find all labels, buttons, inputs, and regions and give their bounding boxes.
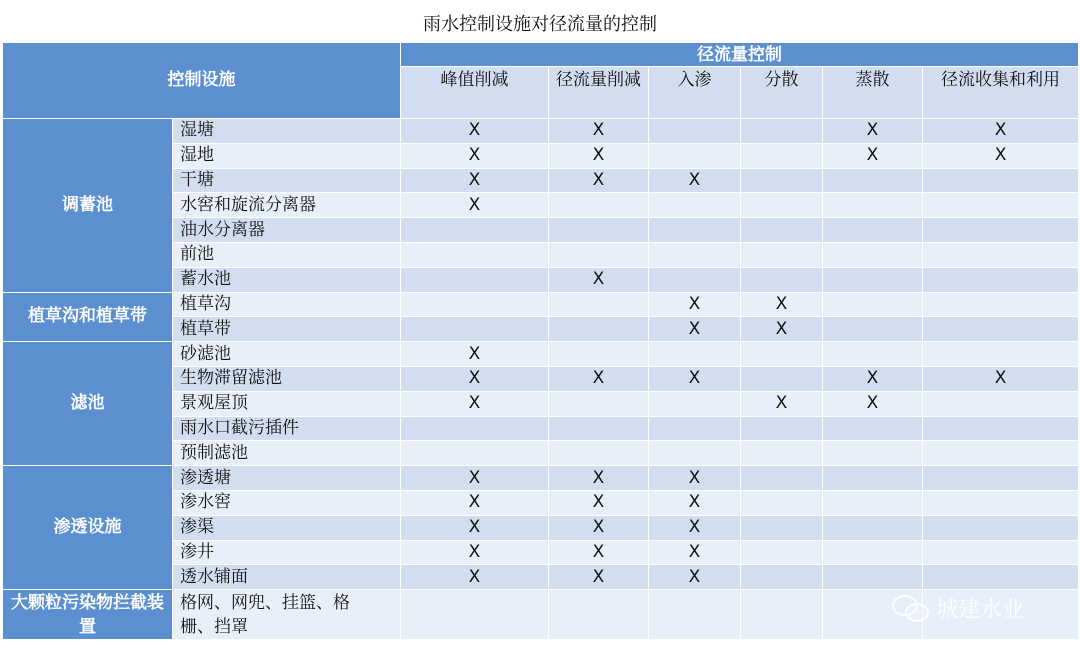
facility-name: 预制滤池 bbox=[173, 441, 401, 466]
mark-cell: X bbox=[549, 119, 649, 144]
mark-cell bbox=[741, 515, 823, 540]
column-header: 入渗 bbox=[649, 67, 741, 119]
facility-name: 水窖和旋流分离器 bbox=[173, 193, 401, 218]
mark-cell: X bbox=[649, 540, 741, 565]
mark-cell bbox=[923, 540, 1079, 565]
mark-cell bbox=[823, 218, 923, 243]
column-header: 径流量削减 bbox=[549, 67, 649, 119]
mark-cell bbox=[741, 490, 823, 515]
mark-cell bbox=[923, 342, 1079, 367]
mark-cell bbox=[649, 143, 741, 168]
column-header: 峰值削减 bbox=[401, 67, 549, 119]
page-title: 雨水控制设施对径流量的控制 bbox=[423, 14, 657, 35]
mark-cell: X bbox=[823, 143, 923, 168]
facility-name: 格网、网兜、挂篮、格栅、挡罩 bbox=[173, 590, 401, 640]
mark-cell bbox=[549, 292, 649, 317]
mark-cell bbox=[923, 242, 1079, 267]
table-row bbox=[3, 342, 1079, 367]
mark-cell bbox=[823, 565, 923, 590]
mark-cell bbox=[549, 193, 649, 218]
mark-cell bbox=[823, 490, 923, 515]
mark-cell bbox=[823, 168, 923, 193]
mark-cell bbox=[401, 416, 549, 441]
mark-cell: X bbox=[401, 342, 549, 367]
column-header: 分散 bbox=[741, 67, 823, 119]
table-row bbox=[3, 119, 1079, 144]
column-header: 蒸散 bbox=[823, 67, 923, 119]
mark-cell bbox=[549, 317, 649, 342]
mark-cell bbox=[741, 342, 823, 367]
facility-name: 渗渠 bbox=[173, 515, 401, 540]
mark-cell bbox=[823, 193, 923, 218]
mark-cell bbox=[649, 267, 741, 292]
mark-cell: X bbox=[401, 119, 549, 144]
mark-cell bbox=[923, 267, 1079, 292]
mark-cell bbox=[923, 218, 1079, 243]
mark-cell bbox=[649, 218, 741, 243]
mark-cell: X bbox=[549, 366, 649, 391]
runoff-control-table bbox=[2, 42, 1079, 640]
mark-cell bbox=[923, 490, 1079, 515]
mark-cell bbox=[741, 366, 823, 391]
mark-cell bbox=[823, 416, 923, 441]
mark-cell bbox=[741, 143, 823, 168]
mark-cell bbox=[923, 391, 1079, 416]
mark-cell: X bbox=[923, 119, 1079, 144]
mark-cell bbox=[741, 466, 823, 491]
facility-header: 控制设施 bbox=[3, 43, 401, 119]
mark-cell: X bbox=[549, 490, 649, 515]
mark-cell bbox=[549, 242, 649, 267]
mark-cell: X bbox=[401, 168, 549, 193]
mark-cell: X bbox=[401, 515, 549, 540]
group-label: 渗透设施 bbox=[3, 466, 173, 590]
facility-name: 渗井 bbox=[173, 540, 401, 565]
mark-cell bbox=[823, 292, 923, 317]
mark-cell bbox=[549, 416, 649, 441]
mark-cell: X bbox=[401, 466, 549, 491]
mark-cell bbox=[823, 317, 923, 342]
mark-cell bbox=[923, 565, 1079, 590]
mark-cell bbox=[923, 441, 1079, 466]
mark-cell bbox=[741, 218, 823, 243]
mark-cell bbox=[823, 540, 923, 565]
mark-cell bbox=[923, 515, 1079, 540]
table-body bbox=[3, 119, 1079, 640]
mark-cell bbox=[741, 540, 823, 565]
mark-cell bbox=[741, 590, 823, 640]
mark-cell bbox=[401, 441, 549, 466]
mark-cell: X bbox=[401, 490, 549, 515]
mark-cell: X bbox=[401, 540, 549, 565]
column-header: 径流收集和利用 bbox=[923, 67, 1079, 119]
mark-cell bbox=[823, 441, 923, 466]
mark-cell bbox=[741, 565, 823, 590]
facility-name: 透水铺面 bbox=[173, 565, 401, 590]
watermark-text: 城建水业 bbox=[936, 597, 1025, 623]
mark-cell: X bbox=[823, 366, 923, 391]
mark-cell bbox=[549, 342, 649, 367]
mark-cell: X bbox=[649, 515, 741, 540]
mark-cell bbox=[923, 416, 1079, 441]
mark-cell bbox=[741, 193, 823, 218]
group-label: 调蓄池 bbox=[3, 119, 173, 293]
mark-cell bbox=[741, 416, 823, 441]
mark-cell bbox=[741, 242, 823, 267]
mark-cell bbox=[649, 342, 741, 367]
mark-cell: X bbox=[401, 391, 549, 416]
mark-cell bbox=[923, 292, 1079, 317]
mark-cell bbox=[823, 242, 923, 267]
facility-name: 生物滞留滤池 bbox=[173, 366, 401, 391]
mark-cell: X bbox=[741, 292, 823, 317]
mark-cell bbox=[401, 292, 549, 317]
mark-cell bbox=[401, 218, 549, 243]
mark-cell bbox=[649, 590, 741, 640]
facility-name: 干塘 bbox=[173, 168, 401, 193]
mark-cell: X bbox=[741, 391, 823, 416]
facility-name: 湿地 bbox=[173, 143, 401, 168]
mark-cell: X bbox=[823, 119, 923, 144]
mark-cell: X bbox=[549, 540, 649, 565]
table-row bbox=[3, 466, 1079, 491]
mark-cell: X bbox=[549, 267, 649, 292]
mark-cell bbox=[649, 416, 741, 441]
mark-cell bbox=[649, 391, 741, 416]
mark-cell bbox=[649, 441, 741, 466]
mark-cell: X bbox=[401, 193, 549, 218]
mark-cell bbox=[923, 466, 1079, 491]
mark-cell bbox=[741, 267, 823, 292]
group-label: 大颗粒污染物拦截装置 bbox=[3, 590, 173, 640]
facility-name: 植草沟 bbox=[173, 292, 401, 317]
mark-cell: X bbox=[741, 317, 823, 342]
mark-cell: X bbox=[549, 143, 649, 168]
mark-cell bbox=[741, 168, 823, 193]
mark-cell bbox=[741, 119, 823, 144]
mark-cell: X bbox=[649, 490, 741, 515]
watermark bbox=[892, 590, 1024, 626]
mark-cell bbox=[549, 441, 649, 466]
mark-cell bbox=[823, 466, 923, 491]
mark-cell: X bbox=[823, 391, 923, 416]
mark-cell bbox=[649, 242, 741, 267]
mark-cell: X bbox=[401, 143, 549, 168]
mark-cell bbox=[549, 218, 649, 243]
group-label: 滤池 bbox=[3, 342, 173, 466]
mark-cell: X bbox=[549, 515, 649, 540]
facility-name: 植草带 bbox=[173, 317, 401, 342]
mark-cell: X bbox=[401, 565, 549, 590]
mark-cell: X bbox=[549, 466, 649, 491]
mark-cell bbox=[401, 317, 549, 342]
facility-name: 景观屋顶 bbox=[173, 391, 401, 416]
mark-cell: X bbox=[649, 292, 741, 317]
facility-name: 雨水口截污插件 bbox=[173, 416, 401, 441]
mark-cell: X bbox=[401, 366, 549, 391]
facility-name: 湿塘 bbox=[173, 119, 401, 144]
mark-cell bbox=[401, 590, 549, 640]
mark-cell: X bbox=[549, 565, 649, 590]
mark-cell bbox=[823, 515, 923, 540]
mark-cell bbox=[823, 342, 923, 367]
mark-cell: X bbox=[923, 143, 1079, 168]
mark-cell bbox=[741, 441, 823, 466]
mark-cell: X bbox=[649, 466, 741, 491]
mark-cell bbox=[923, 317, 1079, 342]
mark-cell: X bbox=[549, 168, 649, 193]
mark-cell: X bbox=[923, 366, 1079, 391]
wechat-icon bbox=[892, 595, 928, 621]
facility-name: 渗透塘 bbox=[173, 466, 401, 491]
mark-cell bbox=[401, 242, 549, 267]
mark-cell bbox=[649, 193, 741, 218]
facility-name: 前池 bbox=[173, 242, 401, 267]
mark-cell: X bbox=[649, 168, 741, 193]
group-label: 植草沟和植草带 bbox=[3, 292, 173, 342]
runoff-group-header: 径流量控制 bbox=[401, 43, 1079, 67]
facility-name: 蓄水池 bbox=[173, 267, 401, 292]
facility-name: 砂滤池 bbox=[173, 342, 401, 367]
mark-cell bbox=[923, 168, 1079, 193]
mark-cell bbox=[549, 391, 649, 416]
mark-cell bbox=[649, 119, 741, 144]
table-row bbox=[3, 292, 1079, 317]
mark-cell: X bbox=[649, 565, 741, 590]
mark-cell bbox=[823, 267, 923, 292]
mark-cell: X bbox=[649, 317, 741, 342]
facility-name: 油水分离器 bbox=[173, 218, 401, 243]
mark-cell bbox=[549, 590, 649, 640]
mark-cell: X bbox=[649, 366, 741, 391]
facility-name: 渗水窖 bbox=[173, 490, 401, 515]
mark-cell bbox=[401, 267, 549, 292]
mark-cell bbox=[923, 193, 1079, 218]
